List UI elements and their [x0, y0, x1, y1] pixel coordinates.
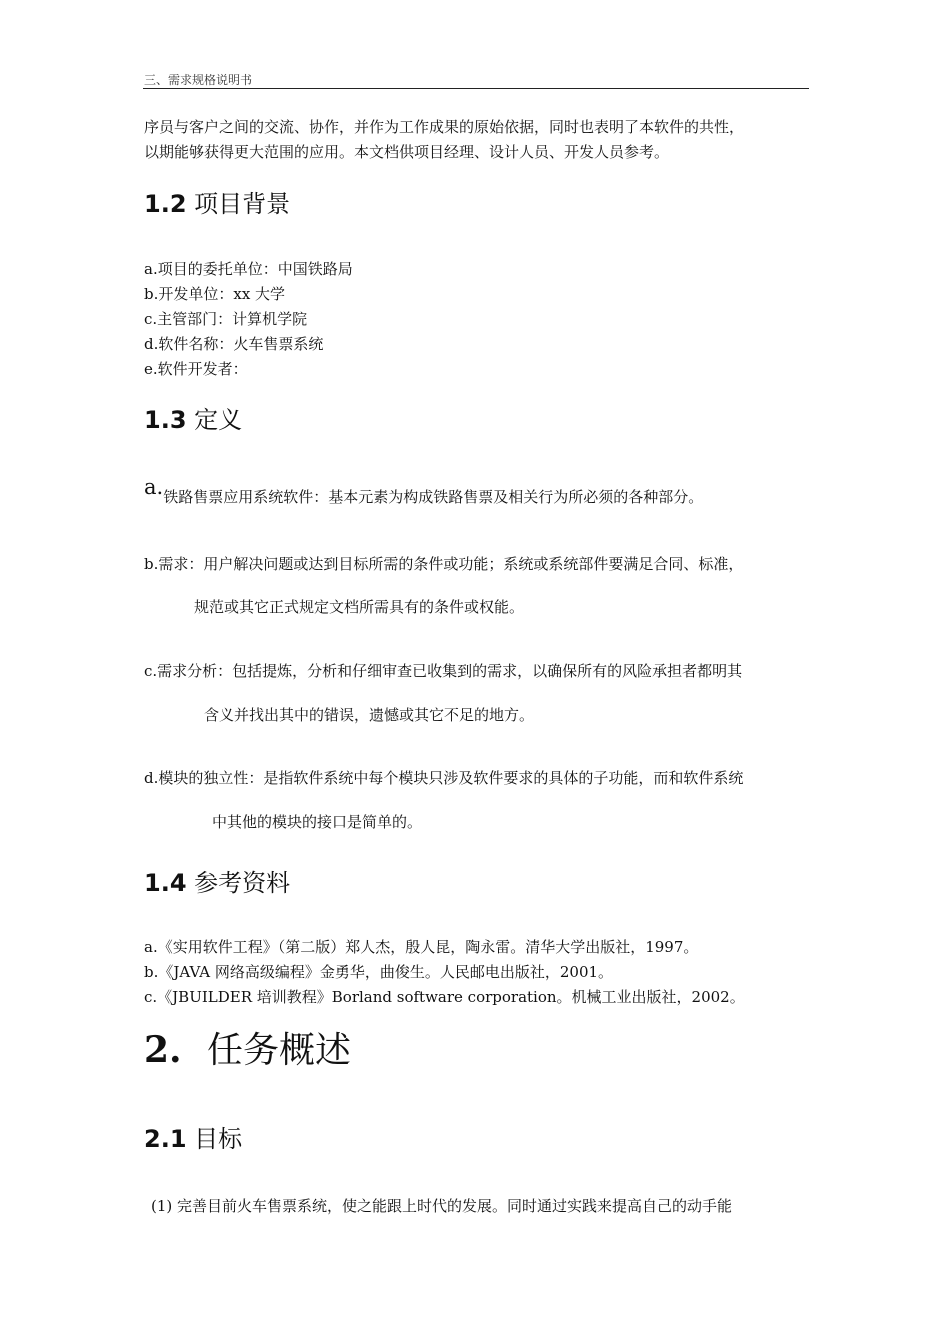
definition-c-line-1: c.需求分析：包括提炼，分析和仔细审查已收集到的需求，以确保所有的风险承担者都明其 [144, 662, 743, 680]
section-title: 目标 [194, 1125, 243, 1153]
section-title: 项目背景 [194, 190, 291, 218]
definition-a-letter: a. [144, 475, 164, 499]
section-number: 1.4 [144, 869, 187, 897]
reference-item: b.《JAVA 网络高级编程》金勇华，曲俊生。人民邮电出版社，2001。 [144, 963, 614, 981]
section-1-3-heading [144, 408, 242, 432]
chapter-2-heading [144, 1029, 352, 1071]
goal-item-1: (1) 完善目前火车售票系统，使之能跟上时代的发展。同时通过实践来提高自己的动手能 [151, 1197, 733, 1215]
page-header: 三、需求规格说明书 [144, 73, 253, 87]
intro-line-1: 序员与客户之间的交流、协作，并作为工作成果的原始依据，同时也表明了本软件的共性， [144, 118, 745, 136]
header-rule [143, 88, 809, 89]
section-1-4-heading [144, 871, 290, 895]
section-title: 参考资料 [194, 869, 291, 897]
list-item: d.软件名称：火车售票系统 [144, 335, 324, 353]
section-number: 1.3 [144, 406, 187, 434]
list-item: c.主管部门：计算机学院 [144, 310, 308, 328]
definition-d-line-1: d.模块的独立性：是指软件系统中每个模块只涉及软件要求的具体的子功能，而和软件系统 [144, 769, 744, 787]
list-item: e.软件开发者： [144, 360, 248, 378]
section-1-2-heading [144, 192, 290, 216]
section-title: 定义 [194, 406, 243, 434]
section-2-1-heading [144, 1127, 242, 1151]
definition-d-line-2: 中其他的模块的接口是简单的。 [212, 813, 423, 831]
section-number: 2.1 [144, 1125, 187, 1153]
definition-c-line-2: 含义并找出其中的错误，遗憾或其它不足的地方。 [204, 706, 535, 724]
reference-item: a.《实用软件工程》（第二版）郑人杰，殷人昆，陶永雷。清华大学出版社，1997。 [144, 938, 699, 956]
definition-a-text: 铁路售票应用系统软件：基本元素为构成铁路售票及相关行为所必须的各种部分。 [163, 488, 704, 506]
definition-b-line-1: b.需求：用户解决问题或达到目标所需的条件或功能；系统或系统部件要满足合同、标准， [144, 555, 744, 573]
chapter-number: 2. [144, 1029, 182, 1071]
list-item: a.项目的委托单位：中国铁路局 [144, 260, 353, 278]
definition-a [144, 475, 704, 506]
definition-b-line-2: 规范或其它正式规定文档所需具有的条件或权能。 [194, 598, 525, 616]
list-item: b.开发单位：xx 大学 [144, 285, 286, 303]
chapter-title: 任务概述 [207, 1030, 352, 1071]
intro-line-2: 以期能够获得更大范围的应用。本文档供项目经理、设计人员、开发人员参考。 [144, 143, 670, 161]
section-number: 1.2 [144, 190, 187, 218]
reference-item: c.《JBUILDER 培训教程》Borland software corporation。机械工业出版社，2002。 [144, 988, 745, 1006]
